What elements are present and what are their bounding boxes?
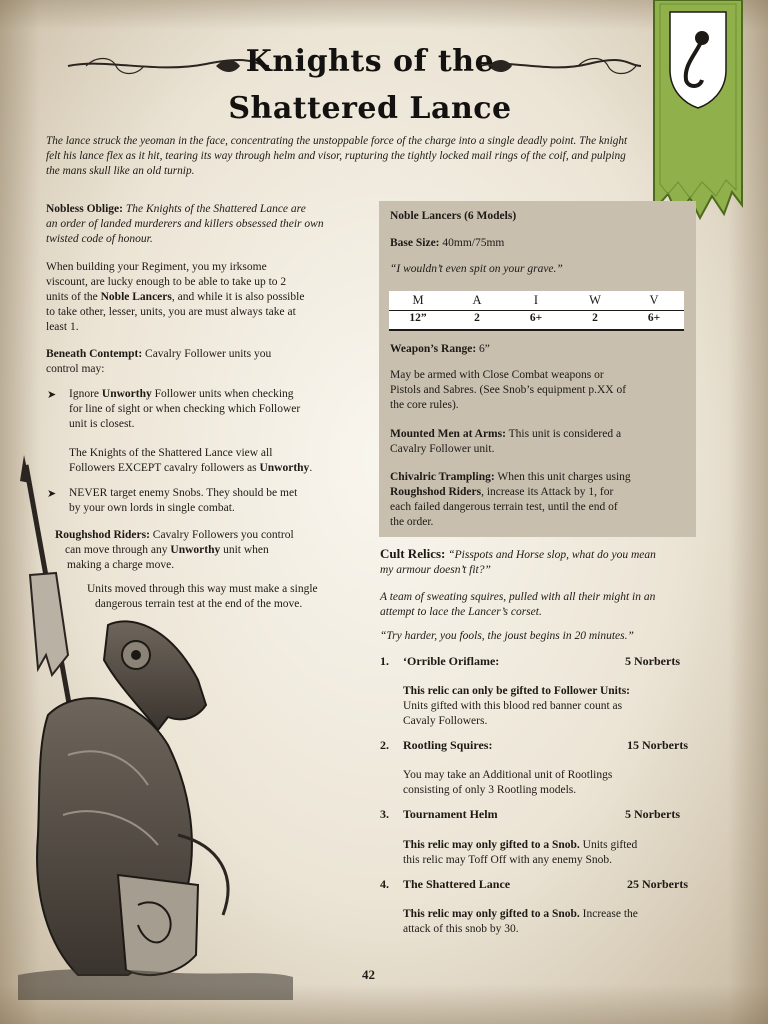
page-title-line1: Knights of the — [245, 44, 495, 79]
stat-value-i: 6+ — [529, 312, 543, 324]
stat-header-i: I — [533, 293, 539, 307]
stat-table-divider — [389, 310, 684, 311]
knight-illustration-icon — [8, 455, 298, 1000]
unit-name: Noble Lancers (6 Models) — [390, 210, 517, 222]
page-number: 42 — [362, 967, 375, 982]
bullet1-note-l2b: Unworthy — [259, 462, 310, 474]
bullet2-l1: NEVER target enemy Snobs. They should be met — [69, 487, 298, 499]
beneath-text-l2: control may: — [46, 363, 105, 375]
chivalric-l2b: , increase its Attack by 1, for — [481, 486, 614, 498]
relic-1-l1: Units gifted with this blood red banner count as — [403, 700, 623, 712]
relic-2-name: Rootling Squires: — [403, 738, 493, 752]
relics-quote2-l2: attempt to lace the Lancer’s corset. — [380, 606, 542, 618]
nobless-text-l2: an order of landed murderers and killers obsessed their own — [46, 218, 324, 230]
heraldic-banner-icon — [650, 0, 746, 220]
regiment-text-l2: viscount, are lucky enough to be able to take up to 2 — [46, 276, 287, 288]
relic-4-name: The Shattered Lance — [403, 877, 511, 891]
chivalric-l3: each failed dangerous terrain test, until the end of — [390, 501, 618, 513]
weapon-range-label: Weapon’s Range: — [390, 343, 477, 355]
arrowhead-bullet-icon: ➤ — [47, 488, 57, 500]
roughshod-l2b: Unworthy — [170, 544, 221, 556]
relic-2-cost: 15 Norberts — [627, 738, 688, 752]
stat-value-m: 12” — [409, 312, 427, 324]
bullet1-l1b: Unworthy — [101, 388, 152, 400]
relic-4-l2: attack of this snob by 30. — [403, 923, 519, 935]
bullet-ignore-unworthy — [69, 387, 369, 432]
relics-quote3: “Try harder, you fools, the joust begins in 20 minutes.” — [380, 630, 634, 642]
regiment-text-l4: to take other, lesser, units, you are must always take at — [46, 306, 296, 318]
unit-quote: “I wouldn’t even spit on your grave.” — [390, 263, 563, 275]
relic-1-name: ‘Orrible Oriflame: — [403, 654, 500, 668]
roughshod-note-l1: Units moved through this way must make a single — [87, 583, 318, 595]
armed-l3: the core rules). — [390, 399, 459, 411]
roughshod-l2a: can move through any — [65, 544, 171, 556]
unit-profile-card — [379, 201, 696, 537]
relics-quote1-l1: “Pisspots and Horse slop, what do you mean — [448, 549, 656, 561]
bullet1-l1c: Follower units when checking — [151, 388, 294, 400]
relic-4-number: 4. — [380, 877, 389, 891]
chivalric-l2a: Roughshod Riders — [390, 486, 482, 498]
stat-value-a: 2 — [474, 312, 480, 324]
bullet2-l2: by your own lords in single combat. — [69, 502, 235, 514]
relic-2-l1: You may take an Additional unit of Rootlings — [403, 769, 613, 781]
relic-4-cost: 25 Norberts — [627, 877, 688, 891]
relics-quote1-l2: my armour doesn’t fit?” — [380, 564, 491, 576]
mounted-l1: This unit is considered a — [508, 428, 622, 440]
mounted-l2: Cavalry Follower unit. — [390, 443, 495, 455]
chivalric-l1: When this unit charges using — [497, 471, 631, 483]
page-title-line2: Shattered Lance — [228, 91, 512, 126]
relic-2-number: 2. — [380, 738, 389, 752]
relic-1-cost: 5 Norberts — [625, 654, 680, 668]
bullet1-note-l2c: . — [309, 462, 313, 474]
roughshod-note-l2: dangerous terrain test at the end of the move. — [95, 598, 303, 610]
roughshod-l3: making a charge move. — [67, 559, 175, 571]
stat-header-v: V — [649, 293, 659, 307]
stat-header-a: A — [472, 293, 482, 307]
relic-3-bold: This relic may only gifted to a Snob. — [403, 839, 580, 851]
beneath-contempt-rule — [46, 347, 366, 377]
stat-table — [389, 291, 684, 331]
relic-4-l1: Increase the — [582, 908, 638, 920]
base-size-value: 40mm/75mm — [442, 237, 505, 249]
relic-4-bold: This relic may only gifted to a Snob. — [403, 908, 580, 920]
roughshod-l1: Cavalry Followers you control — [152, 529, 294, 541]
bullet1-note-l1: The Knights of the Shattered Lance view all — [69, 447, 273, 459]
regiment-text-l3a: units of the — [46, 291, 101, 303]
relics-quote2 — [380, 590, 710, 620]
nobless-oblige-rule — [46, 202, 361, 247]
bullet1-l1a: Ignore — [69, 388, 102, 400]
arrowhead-bullet-icon: ➤ — [47, 389, 57, 401]
cult-relics-intro — [380, 546, 700, 578]
nobless-text-l3: twisted code of honour. — [46, 233, 153, 245]
bullet1-l3: unit is closest. — [69, 418, 135, 430]
armed-l1: May be armed with Close Combat weapons or — [390, 369, 604, 381]
relics-quote2-l1: A team of sweating squires, pulled with all their might in an — [380, 591, 656, 603]
weapon-range-value: 6” — [479, 343, 490, 355]
relic-1-bold: This relic can only be gifted to Follower Units: — [403, 685, 631, 697]
relic-1-description — [403, 684, 703, 729]
relic-3-l2: this relic may Toff Off with any enemy Snob. — [403, 854, 613, 866]
mounted-rule — [390, 427, 685, 457]
chivalric-l4: the order. — [390, 516, 434, 528]
relic-3-l1: Units gifted — [582, 839, 638, 851]
beneath-heading: Beneath Contempt: — [46, 348, 143, 360]
cult-relics-heading: Cult Relics: — [380, 546, 446, 561]
roughshod-l2c: unit when — [220, 544, 269, 556]
mounted-heading: Mounted Men at Arms: — [390, 428, 506, 440]
chivalric-heading: Chivalric Trampling: — [390, 471, 495, 483]
relic-3-number: 3. — [380, 807, 389, 821]
regiment-building-rule — [46, 260, 366, 335]
relic-3-cost: 5 Norberts — [625, 807, 680, 821]
regiment-text-l3b: Noble Lancers — [100, 291, 172, 303]
stat-value-v: 6+ — [647, 312, 661, 324]
relic-4-description — [403, 907, 703, 937]
roughshod-heading: Roughshod Riders: — [55, 529, 150, 541]
regiment-text-l5: least 1. — [46, 321, 79, 333]
stat-header-w: W — [589, 293, 601, 307]
nobless-heading: Nobless Oblige: — [46, 203, 123, 215]
regiment-text-l1: When building your Regiment, you my irksome — [46, 261, 267, 273]
relic-3-description — [403, 838, 703, 868]
relic-2-l2: consisting of only 3 Rootling models. — [403, 784, 577, 796]
relic-1-l2: Cavaly Followers. — [403, 715, 488, 727]
armed-l2: Pistols and Sabres. (See Snob’s equipment p.XX of — [390, 384, 627, 396]
bullet1-l2: for line of sight or when checking which Follower — [69, 403, 301, 415]
intro-flavor-text: The lance struck the yeoman in the face, concentrating the unstoppable force of the charge into a single deadly point. The knight felt his lance flex as it hit, tearing its way through helm and visor, rupturing the tightly locked mail rings of the coif, and pulping the mans skull like an old turnip. — [46, 135, 628, 177]
stat-value-w: 2 — [592, 312, 598, 324]
base-size-label: Base Size: — [390, 237, 440, 249]
bullet1-note-l2a: Followers EXCEPT cavalry followers as — [69, 462, 260, 474]
relic-2-description — [403, 768, 703, 798]
nobless-text-l1: The Knights of the Shattered Lance are — [125, 203, 306, 215]
relic-1-number: 1. — [380, 654, 389, 668]
relic-3-name: Tournament Helm — [403, 807, 498, 821]
stat-header-m: M — [412, 293, 424, 307]
beneath-text-l1: Cavalry Follower units you — [145, 348, 272, 360]
chivalric-rule — [390, 470, 685, 530]
armed-rule — [390, 368, 685, 413]
regiment-text-l3c: , and while it is also possible — [171, 291, 305, 303]
